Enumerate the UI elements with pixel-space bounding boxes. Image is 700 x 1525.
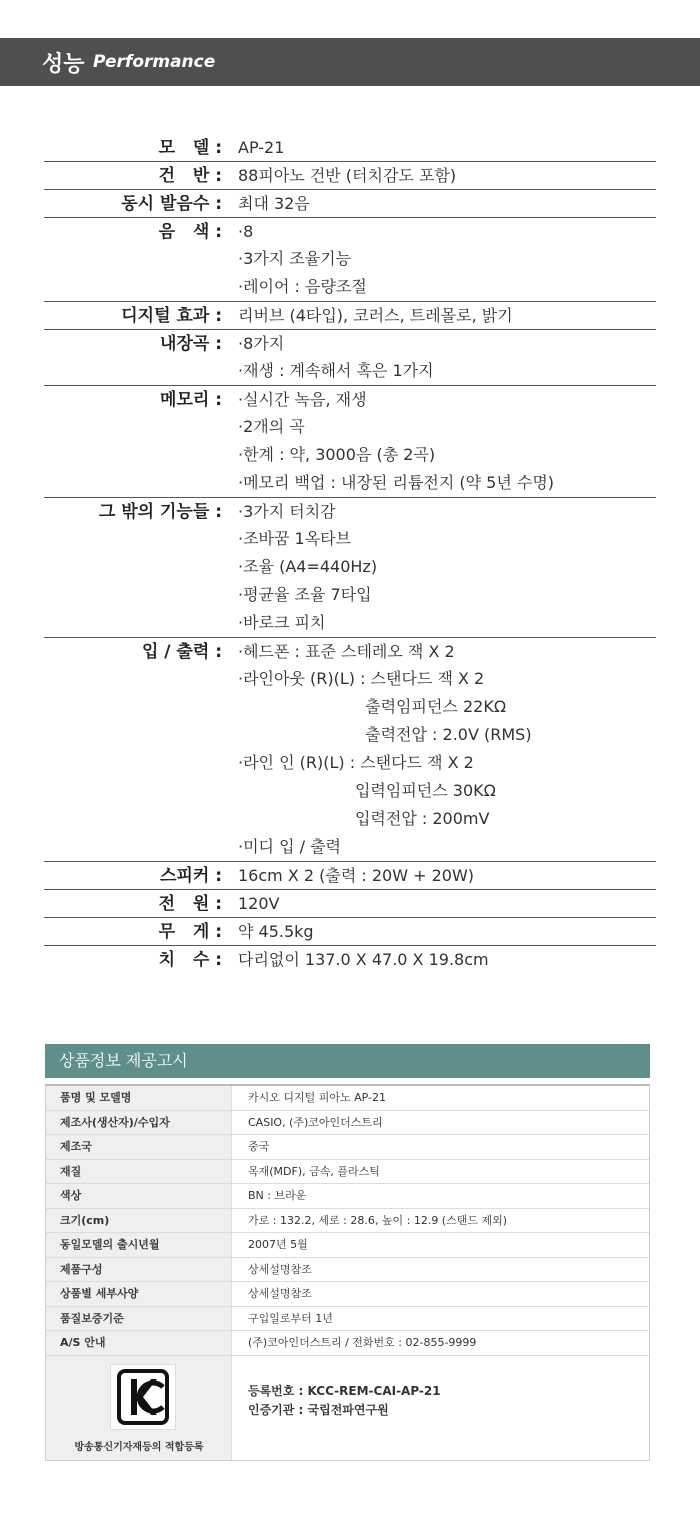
spec-row <box>44 946 656 973</box>
spec-value: ·메모리 백업 : 내장된 리튬전지 (약 5년 수명) <box>238 473 555 492</box>
spec-label: 입 / 출력 : <box>141 642 222 662</box>
notice-row <box>46 1282 649 1307</box>
spec-value: 다리없이 137.0 X 47.0 X 19.8cm <box>238 950 489 969</box>
spec-values <box>224 946 656 973</box>
notice-key: 제품구성 <box>46 1258 232 1282</box>
notice-row <box>46 1233 649 1258</box>
spec-label: 전 원 : <box>158 894 222 914</box>
spec-value: ·조율 (A4=440Hz) <box>238 557 378 576</box>
registration-number: 등록번호 : KCC-REM-CAI-AP-21 <box>248 1383 441 1398</box>
spec-values <box>224 302 656 329</box>
notice-title: 상품정보 제공고시 <box>45 1044 650 1078</box>
spec-label: 치 수 : <box>158 950 222 970</box>
notice-key: A/S 안내 <box>46 1331 232 1355</box>
notice-value: 중국 <box>248 1140 270 1153</box>
notice-row <box>46 1135 649 1160</box>
certification-cell <box>46 1356 232 1460</box>
certification-agency: 인증기관 : 국립전파연구원 <box>248 1402 389 1417</box>
spec-value: ·미디 입 / 출력 <box>238 837 342 856</box>
notice-key: 제조사(생산자)/수입자 <box>46 1111 232 1135</box>
section-title-english: Performance <box>93 52 216 72</box>
spec-values <box>224 330 656 385</box>
spec-value: 120V <box>238 894 280 913</box>
spec-value: 16cm X 2 (출력 : 20W + 20W) <box>238 866 475 885</box>
notice-row <box>46 1331 649 1356</box>
spec-values <box>224 218 656 301</box>
spec-label: 메모리 : <box>160 390 222 410</box>
notice-value: 상세설명참조 <box>248 1287 312 1300</box>
kc-caption: 방송통신기자재등의 적합등록 <box>74 1441 204 1453</box>
spec-row <box>44 162 656 190</box>
spec-value: 약 45.5kg <box>238 922 314 941</box>
spec-value: ·라인아웃 (R)(L) : 스탠다드 잭 X 2 <box>238 669 485 688</box>
notice-key: 제조국 <box>46 1135 232 1159</box>
notice-key: 품명 및 모델명 <box>46 1086 232 1110</box>
spec-label: 내장곡 : <box>160 334 222 354</box>
spec-row <box>44 638 656 862</box>
spec-value: 입력임피던스 30KΩ <box>238 781 496 800</box>
spec-row <box>44 330 656 386</box>
notice-row <box>46 1111 649 1136</box>
notice-value: 구입일로부터 1년 <box>248 1311 333 1325</box>
notice-value: 2007년 5월 <box>248 1238 308 1251</box>
spec-row <box>44 862 656 890</box>
spec-value: 최대 32음 <box>238 194 310 213</box>
spec-label: 그 밖의 기능들 : <box>98 502 222 522</box>
notice-value: 카시오 디지털 피아노 AP-21 <box>248 1091 387 1104</box>
spec-value: AP-21 <box>238 138 285 157</box>
spec-row <box>44 498 656 638</box>
spec-value: 출력전압 : 2.0V (RMS) <box>238 725 532 744</box>
notice-key: 색상 <box>46 1184 232 1208</box>
spec-row <box>44 190 656 218</box>
spec-values <box>224 386 656 497</box>
notice-key: 품질보증기준 <box>46 1307 232 1331</box>
spec-row <box>44 386 656 498</box>
spec-label: 무 게 : <box>158 922 222 942</box>
notice-value: (주)코아인더스트리 / 전화번호 : 02-855-9999 <box>248 1336 477 1349</box>
spec-values <box>224 134 656 161</box>
spec-value: ·2개의 곡 <box>238 417 305 436</box>
spec-row <box>44 134 656 162</box>
notice-value: 목재(MDF), 금속, 플라스틱 <box>248 1164 380 1178</box>
spec-label: 건 반 : <box>158 166 222 186</box>
spec-row <box>44 890 656 918</box>
spec-row <box>44 918 656 946</box>
product-info-notice <box>45 1044 650 1453</box>
notice-row <box>46 1160 649 1185</box>
spec-row <box>44 218 656 302</box>
spec-value: ·실시간 녹음, 재생 <box>238 390 367 409</box>
notice-row <box>46 1209 649 1234</box>
section-title-korean: 성능 <box>42 52 85 77</box>
spec-values <box>224 162 656 189</box>
spec-values <box>224 890 656 917</box>
certification-details <box>232 1356 441 1460</box>
notice-key: 재질 <box>46 1160 232 1184</box>
notice-row <box>46 1307 649 1332</box>
notice-row <box>46 1184 649 1209</box>
spec-value: ·3가지 터치감 <box>238 502 336 521</box>
spec-value: ·8 <box>238 222 254 241</box>
spec-value: ·레이어 : 음량조절 <box>238 277 367 296</box>
spec-value: ·헤드폰 : 표준 스테레오 잭 X 2 <box>238 642 455 661</box>
spec-values <box>224 190 656 217</box>
spec-values <box>224 918 656 945</box>
spec-label: 모 델 : <box>158 138 222 158</box>
spec-value: ·라인 인 (R)(L) : 스탠다드 잭 X 2 <box>238 753 474 772</box>
kc-mark-icon <box>110 1364 176 1430</box>
section-header <box>0 38 700 86</box>
notice-value: CASIO, (주)코아인더스트리 <box>248 1115 383 1129</box>
kc-logo <box>111 1365 175 1429</box>
notice-value: BN : 브라운 <box>248 1189 307 1202</box>
spec-value: 리버브 (4타입), 코러스, 트레몰로, 밝기 <box>238 306 513 325</box>
spec-value: 88피아노 건반 (터치감도 포함) <box>238 166 457 185</box>
spec-value: ·한계 : 약, 3000음 (총 2곡) <box>238 445 436 464</box>
spec-value: 출력임피던스 22KΩ <box>238 697 507 716</box>
spec-value: ·3가지 조율기능 <box>238 249 352 268</box>
notice-key: 상품별 세부사양 <box>46 1282 232 1306</box>
notice-value: 상세설명참조 <box>248 1262 312 1276</box>
spec-value: ·바로크 피치 <box>238 613 326 632</box>
spec-label: 음 색 : <box>158 222 222 242</box>
notice-row <box>46 1258 649 1283</box>
top-margin <box>0 0 700 38</box>
spec-values <box>224 862 656 889</box>
notice-row <box>46 1086 649 1111</box>
spec-label: 동시 발음수 : <box>121 194 222 214</box>
spec-label: 디지털 효과 : <box>121 306 222 326</box>
notice-key: 크기(cm) <box>46 1209 232 1233</box>
notice-key: 동일모델의 출시년월 <box>46 1233 232 1257</box>
spec-value: 입력전압 : 200mV <box>238 809 490 828</box>
notice-table <box>45 1084 650 1461</box>
spec-values <box>224 638 656 861</box>
certification-row <box>46 1356 649 1460</box>
spec-value: ·재생 : 계속해서 혹은 1가지 <box>238 361 434 380</box>
spec-value: ·8가지 <box>238 334 285 353</box>
notice-value: 가로 : 132.2, 세로 : 28.6, 높이 : 12.9 (스탠드 제외) <box>248 1213 508 1227</box>
spec-value: ·조바꿈 1옥타브 <box>238 529 352 548</box>
spec-table <box>44 134 656 973</box>
spec-label: 스피커 : <box>160 866 222 886</box>
spec-value: ·평균율 조율 7타입 <box>238 585 372 604</box>
spec-values <box>224 498 656 637</box>
spec-row <box>44 302 656 330</box>
